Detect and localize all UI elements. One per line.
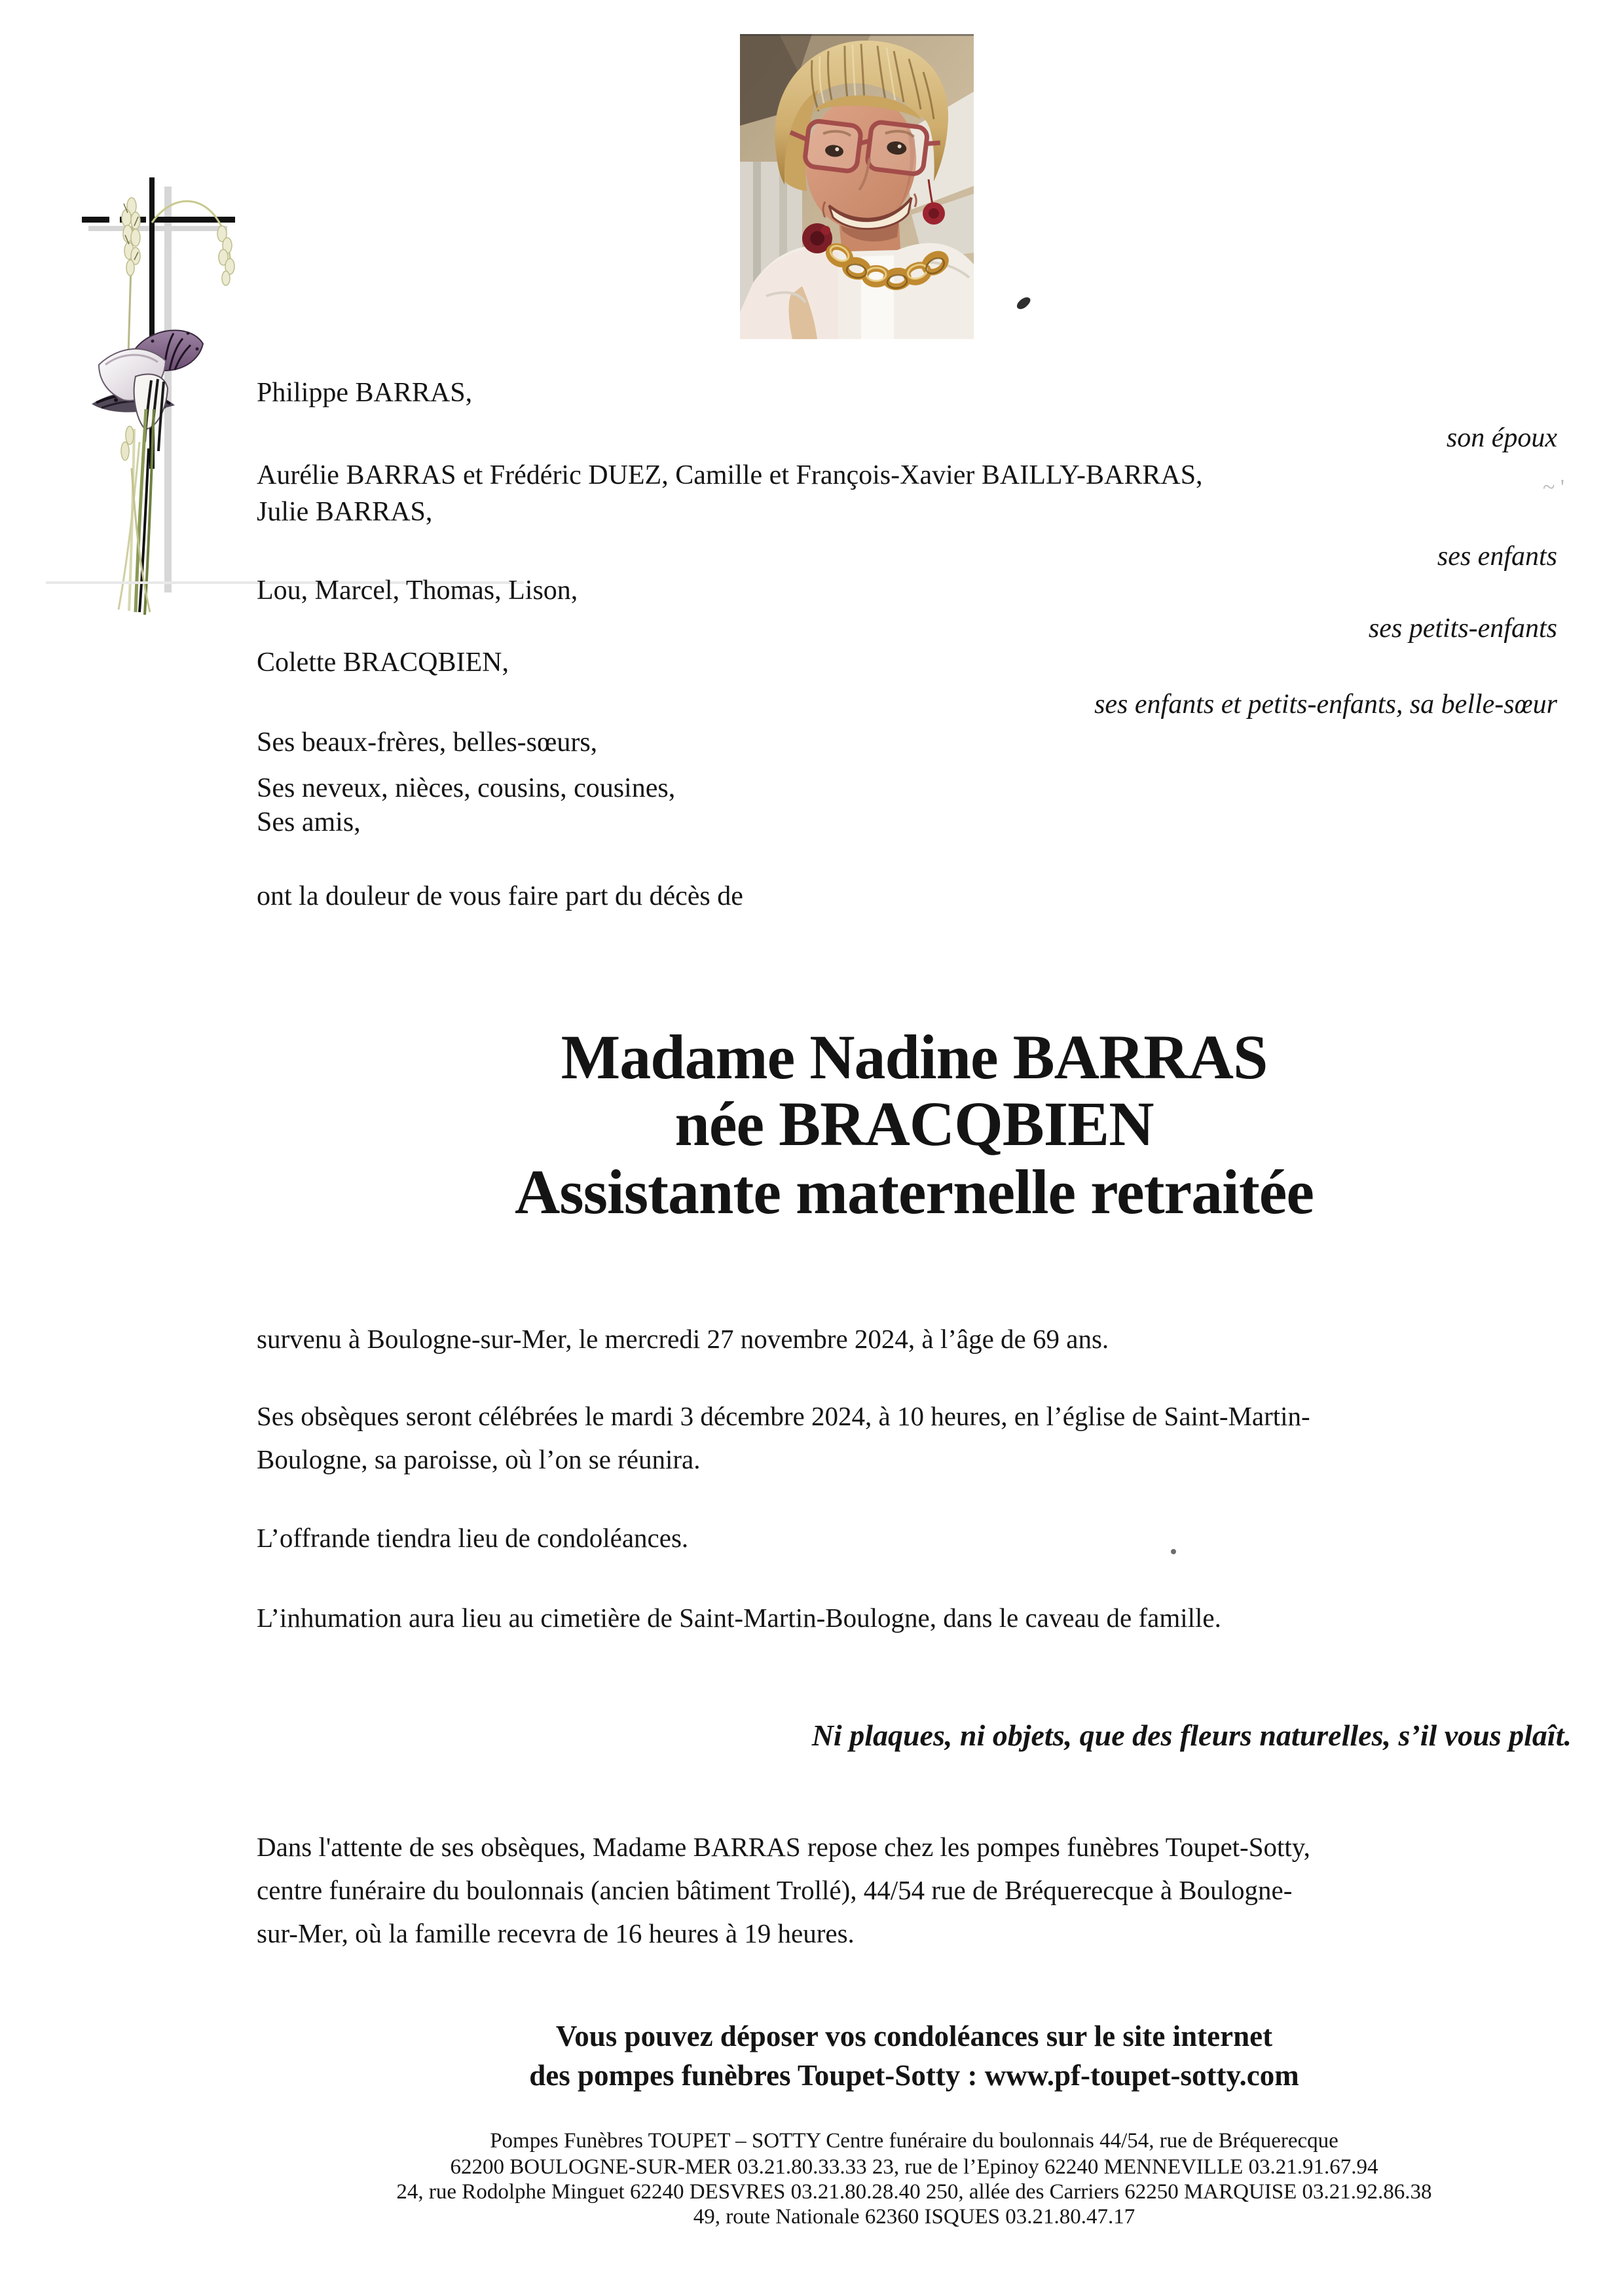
funeral-home-address-line-4: 49, route Nationale 62360 ISQUES 03.21.80.47.17: [693, 2205, 1135, 2229]
repose-details-line-3: sur-Mer, où la famille recevra de 16 heures à 19 heures.: [257, 1918, 855, 1948]
line-friends: Ses amis,: [257, 807, 361, 837]
deceased-profession: Assistante maternelle retraitée: [514, 1157, 1314, 1227]
cross-and-lilies-illustration: [36, 160, 259, 619]
death-details: survenu à Boulogne-sur-Mer, le mercredi 27 novembre 2024, à l’âge de 69 ans.: [257, 1324, 1109, 1354]
repose-details-line-2: centre funéraire du boulonnais (ancien bâtiment Trollé), 44/54 rue de Bréquerecque à Boulogne-: [257, 1875, 1293, 1905]
funeral-details-line-1: Ses obsèques seront célébrées le mardi 3 décembre 2024, à 10 heures, en l’église de Saint-Martin-: [257, 1401, 1310, 1431]
relation-spouse: son époux: [1446, 423, 1557, 453]
line-children-names-2: Julie BARRAS,: [257, 497, 433, 527]
repose-details-line-1: Dans l'attente de ses obsèques, Madame BARRAS repose chez les pompes funèbres Toupet-Sotty,: [257, 1832, 1310, 1862]
wheat-stalk-right: [152, 201, 234, 285]
funeral-home-address-line-2: 62200 BOULOGNE-SUR-MER 03.21.80.33.33 23, rue de l’Epinoy 62240 MENNEVILLE 03.21.91.67.94: [450, 2155, 1378, 2179]
funeral-home-address-line-1: Pompes Funèbres TOUPET – SOTTY Centre funéraire du boulonnais 44/54, rue de Bréquerecque: [490, 2129, 1338, 2153]
funeral-details-line-2: Boulogne, sa paroisse, où l’on se réunira.: [257, 1444, 701, 1474]
funeral-home-address-line-3: 24, rue Rodolphe Minguet 62240 DESVRES 03.21.80.28.40 250, allée des Carriers 62250 MARQUISE 03.21.92.86.38: [396, 2180, 1432, 2204]
portrait-photo: [740, 34, 974, 339]
burial-details: L’inhumation aura lieu au cimetière de Saint-Martin-Boulogne, dans le caveau de famille.: [257, 1603, 1221, 1633]
line-sister-in-law-name: Colette BRACQBIEN,: [257, 647, 509, 678]
relation-grandchildren: ses petits-enfants: [1368, 613, 1557, 644]
line-spouse-name: Philippe BARRAS,: [257, 378, 473, 408]
announcement-intro: ont la douleur de vous faire part du décès de: [257, 881, 743, 911]
cross: [82, 177, 235, 469]
condolences-website-line-1: Vous pouvez déposer vos condoléances sur le site internet: [555, 2020, 1273, 2052]
scan-artifact-speck: [1015, 295, 1033, 311]
line-children-names-1: Aurélie BARRAS et Frédéric DUEZ, Camille et François-Xavier BAILLY-BARRAS,: [257, 460, 1203, 490]
offering-note: L’offrande tiendra lieu de condoléances.: [257, 1523, 689, 1553]
line-brothers-sisters-in-law: Ses beaux-frères, belles-sœurs,: [257, 727, 598, 757]
relation-sister-in-law: ses enfants et petits-enfants, sa belle-sœur: [1094, 689, 1557, 720]
relation-children: ses enfants: [1437, 541, 1557, 572]
line-grandchildren-names: Lou, Marcel, Thomas, Lison,: [257, 575, 578, 606]
deceased-maiden-name: née BRACQBIEN: [674, 1089, 1154, 1159]
photo-top-edge: [740, 34, 974, 36]
deceased-name: Madame Nadine BARRAS: [561, 1022, 1268, 1092]
condolences-website-line-2: des pompes funèbres Toupet-Sotty : www.pf-toupet-sotty.com: [529, 2059, 1299, 2092]
flowers-request: Ni plaques, ni objets, que des fleurs naturelles, s’il vous plaît.: [811, 1719, 1572, 1752]
line-nephews-nieces-cousins: Ses neveux, nièces, cousins, cousines,: [257, 773, 676, 803]
